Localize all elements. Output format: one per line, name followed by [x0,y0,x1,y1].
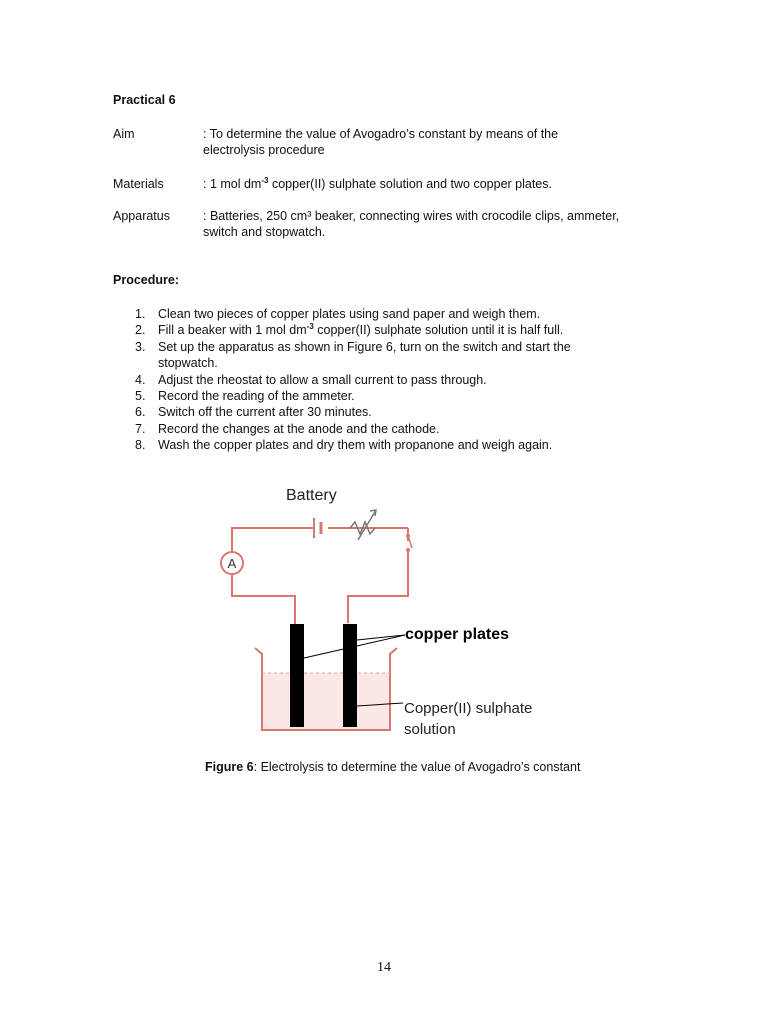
materials-text-post: copper(II) sulphate solution and two copper plates. [268,177,552,191]
materials-text-pre: : 1 mol dm [203,177,262,191]
step-text-post: copper(II) sulphate solution until it is half full. [313,323,564,338]
ammeter-symbol: A [227,556,237,571]
battery-label: Battery [286,487,337,504]
beaker [255,648,397,730]
rheostat-icon [350,510,376,540]
step-number: 7. [135,421,146,436]
step-number: 2. [135,323,146,338]
copper-plate-left [290,624,304,727]
electrolysis-diagram [200,478,580,758]
copper-plates-label: copper plates [405,626,510,643]
procedure-step [113,388,633,404]
step-number: 6. [135,405,146,420]
page-number: 14 [377,960,391,975]
step-number: 4. [135,372,146,387]
solution-label-line2: solution [404,721,456,738]
solution-label-line1: Copper(II) sulphate [404,700,533,717]
step-text: Record the changes at the anode and the cathode. [158,421,440,436]
procedure-step [113,437,633,453]
figure-caption [205,760,580,774]
procedure-step [113,322,633,338]
apparatus-text: : Batteries, 250 cm³ beaker, connecting wires with crocodile clips, ammeter, switch and stopwatch. [203,209,620,239]
caption-text: : Electrolysis to determine the value of Avogadro’s constant [253,760,581,774]
caption-figure-number: Figure 6 [205,760,254,774]
practical-title: Practical 6 [113,93,176,107]
step-text: Wash the copper plates and dry them with propanone and weigh again. [158,438,553,453]
step-text: Adjust the rheostat to allow a small current to pass through. [158,372,487,387]
procedure-step [113,306,633,322]
procedure-step [113,421,633,437]
step-text-pre: Fill a beaker with 1 mol dm [158,323,307,338]
procedure-step [113,404,633,420]
step-text: Clean two pieces of copper plates using sand paper and weigh them. [158,307,541,321]
electrolysis-diagram-svg [200,478,580,758]
procedure-step [113,339,633,372]
step-text: Set up the apparatus as shown in Figure 6, turn on the switch and start the stopwatch. [158,339,571,371]
step-number: 1. [135,307,146,321]
step-text: Switch off the current after 30 minutes. [158,405,372,420]
apparatus-label: Apparatus [113,209,170,223]
procedure-step [113,372,633,388]
step-superscript: -3 [306,322,314,332]
step-number: 3. [135,339,146,354]
aim-label: Aim [113,127,135,141]
step-text: Record the reading of the ammeter. [158,389,355,404]
step-number: 5. [135,389,146,404]
ammeter-icon [221,552,243,574]
materials-text [203,176,623,192]
battery-icon [310,518,321,538]
materials-label: Materials [113,177,164,191]
procedure-heading: Procedure: [113,273,179,287]
aim-text: : To determine the value of Avogadro’s constant by means of the electrolysis procedure [203,127,559,157]
copper-plate-right [343,624,357,727]
step-number: 8. [135,438,146,453]
materials-superscript: -3 [261,175,269,185]
procedure-list [113,306,633,454]
switch-icon [406,534,412,552]
